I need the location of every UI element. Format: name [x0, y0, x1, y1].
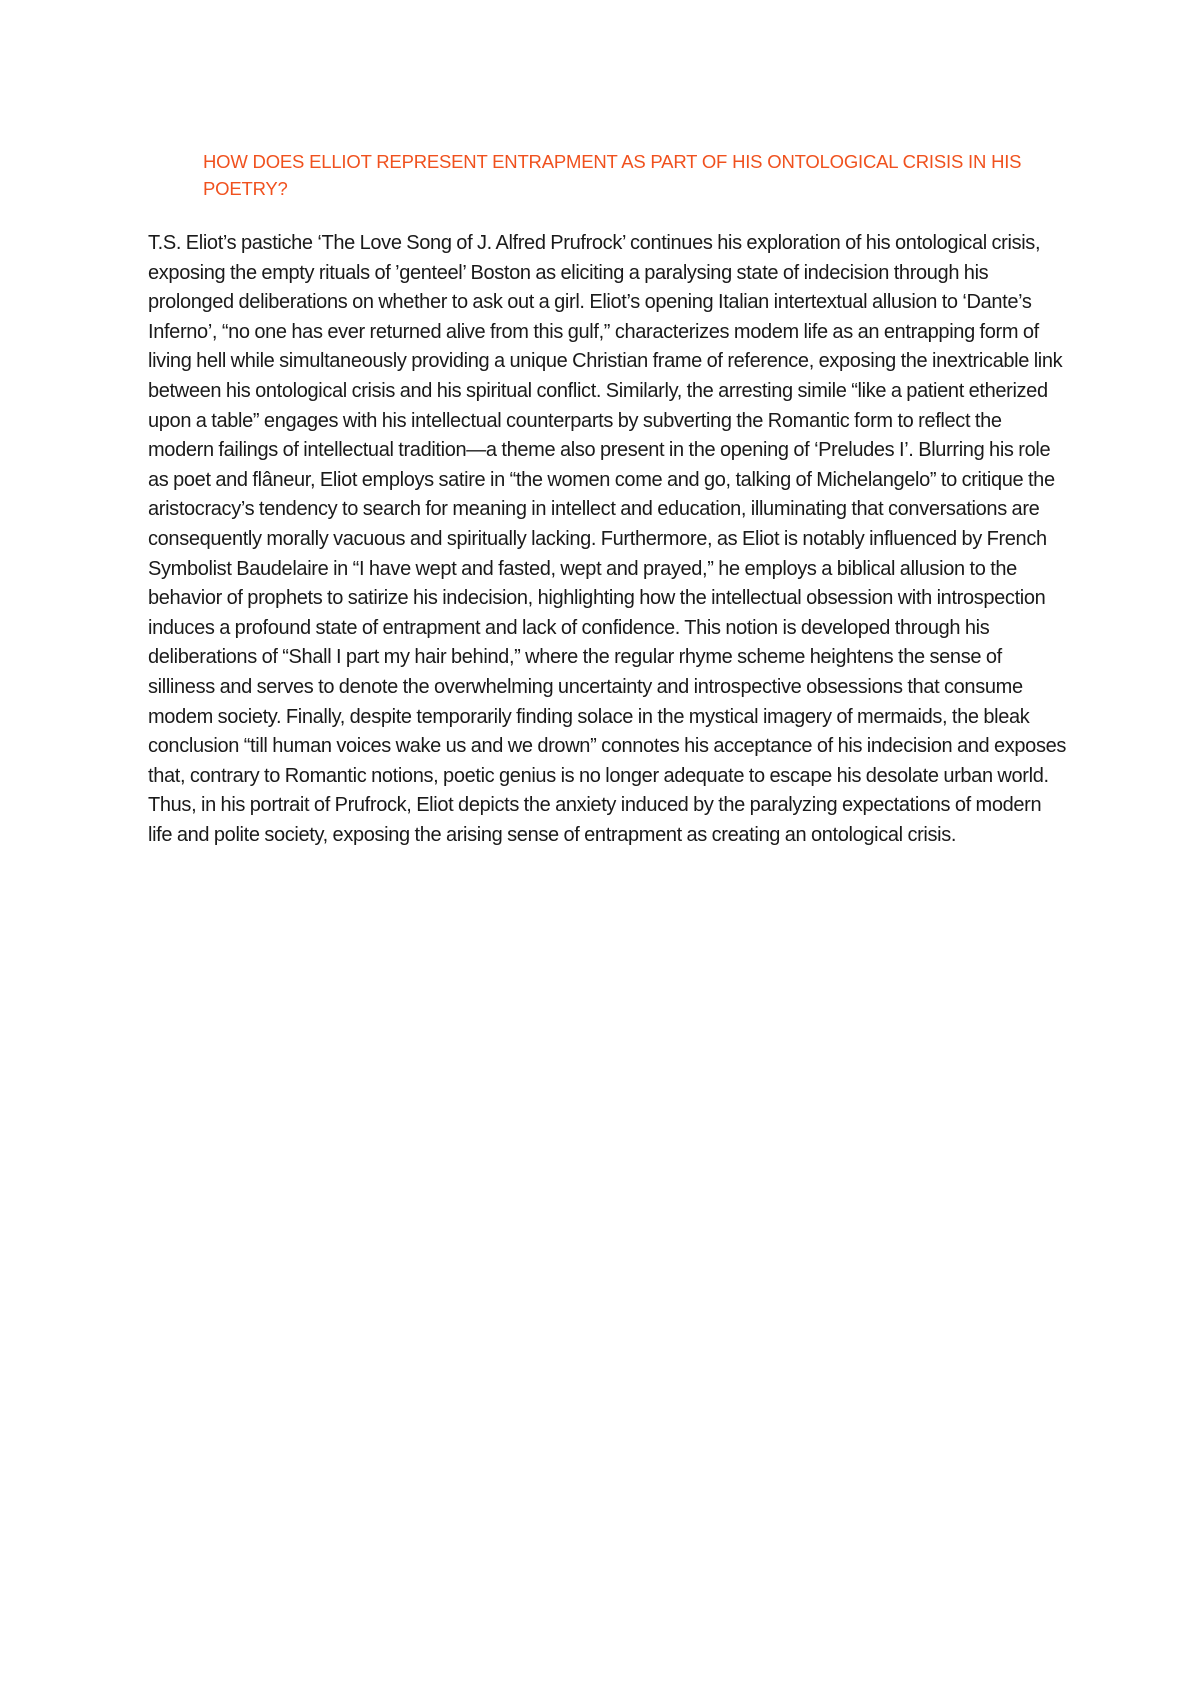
essay-paragraph: T.S. Eliot’s pastiche ‘The Love Song of J. Alfred Prufrock’ continues his exploration of his ontological crisis, exposing the empty rituals of ’genteel’ Boston as eliciting a paralysing state of indecision through his prolonged deliberations on whether to ask out a girl. Eliot’s opening Italian intertextual allusion to ‘Dante’s Inferno’, “no one has ever returned alive from this gulf,” characterizes modem life as an entrapping form of living hell while simultaneously providing a unique Christian frame of reference, exposing the inextricable link between his ontological crisis and his spiritual conflict. Similarly, the arresting simile “like a patient etherized upon a table” engages with his intellectual counterparts by subverting the Romantic form to reflect the modern failings of intellectual tradition—a theme also present in the opening of ‘Preludes I’. Blurring his role as poet and flâneur, Eliot employs satire in “the women come and go, talking of Michelangelo” to critique the aristocracy’s tendency to search for meaning in intellect and education, illuminating that conversations are consequently morally vacuous and spiritually lacking. Furthermore, as Eliot is notably influenced by French Symbolist Baudelaire in “I have wept and fasted, wept and prayed,” he employs a biblical allusion to the behavior of prophets to satirize his indecision, highlighting how the intellectual obsession with introspection induces a profound state of entrapment and lack of confidence. This notion is developed through his deliberations of “Shall I part my hair behind,” where the regular rhyme scheme heightens the sense of silliness and serves to denote the overwhelming uncertainty and introspective obsessions that consume modem society. Finally, despite temporarily finding solace in the mystical imagery of mermaids, the bleak conclusion “till human voices wake us and we drown” connotes his acceptance of his indecision and exposes that, contrary to Romantic notions, poetic genius is no longer adequate to escape his desolate urban world. Thus, in his portrait of Prufrock, Eliot depicts the anxiety induced by the paralyzing expectations of modern life and polite society, exposing the arising sense of entrapment as creating an ontological crisis. [148, 232, 1067, 846]
essay-heading: HOW DOES ELLIOT REPRESENT ENTRAPMENT AS PART OF HIS ONTOLOGICAL CRISIS IN HIS POETRY? [203, 151, 1022, 199]
